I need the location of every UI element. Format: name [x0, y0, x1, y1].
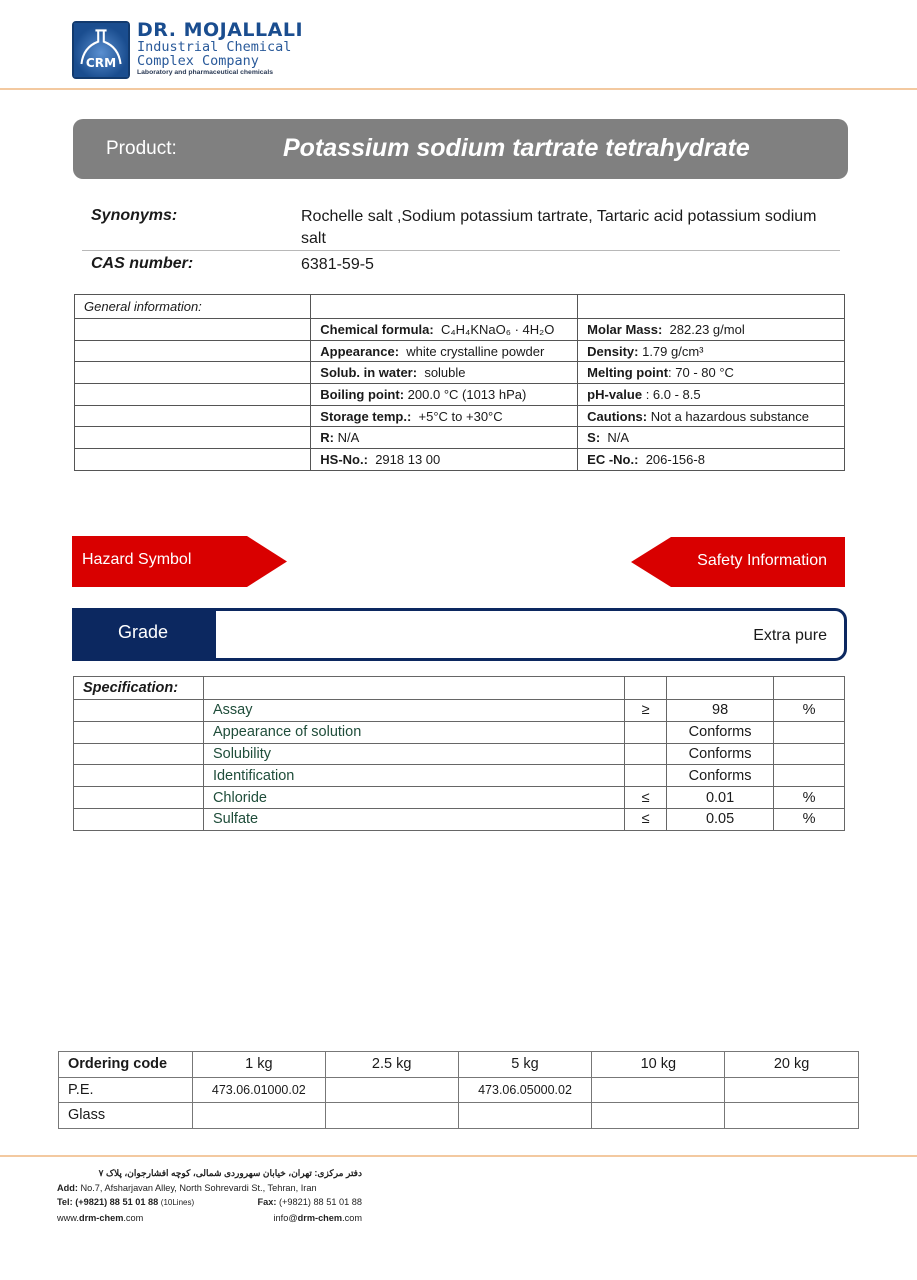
synonyms-divider	[82, 250, 840, 251]
hazard-symbol-banner	[72, 536, 287, 587]
cautions-cell: Cautions: Not a hazardous substance	[578, 405, 845, 427]
spec-name: Assay	[203, 700, 624, 722]
spec-unit: %	[774, 787, 845, 809]
boiling-point-cell: Boiling point: 200.0 °C (1013 hPa)	[311, 384, 578, 406]
cas-label: CAS number:	[91, 255, 194, 272]
spec-value: Conforms	[667, 765, 774, 787]
cas-value: 6381-59-5	[301, 256, 374, 273]
table-row	[59, 1103, 859, 1129]
s-phrases-cell: S: N/A	[578, 427, 845, 449]
brand-tagline: Laboratory and pharmaceutical chemicals	[137, 69, 273, 76]
table-row	[75, 362, 845, 384]
ec-number-cell: EC -No.: 206-156-8	[578, 449, 845, 471]
molar-mass-cell: Molar Mass: 282.23 g/mol	[578, 319, 845, 341]
table-row	[75, 384, 845, 406]
spec-name: Chloride	[203, 787, 624, 809]
table-row	[75, 340, 845, 362]
table-row	[74, 700, 845, 722]
packaging-label: P.E.	[59, 1077, 193, 1103]
spec-unit	[774, 743, 845, 765]
order-code	[592, 1103, 725, 1129]
brand-block	[137, 20, 303, 77]
flask-crm-logo-icon	[74, 23, 128, 77]
spec-operator	[625, 765, 667, 787]
spec-value: Conforms	[667, 743, 774, 765]
specification-title: Specification:	[74, 677, 204, 700]
safety-information-label: Safety Information	[697, 552, 827, 569]
table-row	[75, 405, 845, 427]
web-email-row	[57, 1211, 362, 1226]
hs-number-cell: HS-No.: 2918 13 00	[311, 449, 578, 471]
storage-temp-cell: Storage temp.: +5°C to +30°C	[311, 405, 578, 427]
synonyms-label: Synonyms:	[91, 207, 178, 224]
size-header: 1 kg	[192, 1052, 325, 1078]
grade-value: Extra pure	[753, 627, 827, 644]
table-row	[75, 319, 845, 341]
product-banner	[73, 119, 848, 179]
grade-label-block	[72, 608, 216, 661]
general-info-title: General information:	[75, 295, 311, 319]
spec-unit: %	[774, 700, 845, 722]
spec-value: 98	[667, 700, 774, 722]
r-phrases-cell: R: N/A	[311, 427, 578, 449]
packaging-label: Glass	[59, 1103, 193, 1129]
email-link[interactable]: info@drm-chem.com	[273, 1212, 362, 1223]
table-row	[74, 808, 845, 830]
chemical-formula-cell: Chemical formula: C₄H₄KNaO₆ · 4H₂O	[311, 319, 578, 341]
order-code	[592, 1077, 725, 1103]
footer-divider	[0, 1155, 917, 1157]
order-code	[325, 1103, 458, 1129]
order-code: 473.06.05000.02	[458, 1077, 592, 1103]
safety-information-banner	[631, 537, 845, 587]
svg-text:CRM: CRM	[85, 55, 117, 70]
size-header: 2.5 kg	[325, 1052, 458, 1078]
ordering-header-row	[59, 1052, 859, 1078]
general-info-header-row	[75, 295, 845, 319]
table-row	[74, 787, 845, 809]
website-link[interactable]: www.drm-chem.com	[57, 1212, 144, 1223]
brand-line-2: Complex Company	[137, 53, 259, 69]
size-header: 20 kg	[725, 1052, 859, 1078]
melting-point-cell: Melting point: 70 - 80 °C	[578, 362, 845, 384]
ordering-code-table	[58, 1051, 859, 1129]
spec-operator	[625, 743, 667, 765]
grade-label: Grade	[118, 622, 169, 642]
table-row	[74, 721, 845, 743]
specification-header-row	[74, 677, 845, 700]
header-divider	[0, 88, 917, 90]
ordering-code-header: Ordering code	[59, 1052, 193, 1078]
footer-contact	[57, 1166, 362, 1225]
address-persian: دفتر مرکزی: تهران، خیابان سهروردی شمالی، کوچه افشارجوان، پلاک ۷	[98, 1168, 362, 1178]
appearance-cell: Appearance: white crystalline powder	[311, 340, 578, 362]
specification-table	[73, 676, 845, 831]
spec-value: 0.05	[667, 808, 774, 830]
order-code	[725, 1077, 859, 1103]
table-row	[74, 765, 845, 787]
order-code	[725, 1103, 859, 1129]
spec-unit	[774, 765, 845, 787]
table-row	[59, 1077, 859, 1103]
order-code	[192, 1103, 325, 1129]
general-info-table	[74, 294, 845, 471]
spec-name: Sulfate	[203, 808, 624, 830]
spec-operator: ≥	[625, 700, 667, 722]
product-label: Product:	[106, 138, 177, 159]
spec-value: Conforms	[667, 721, 774, 743]
spec-name: Appearance of solution	[203, 721, 624, 743]
product-name: Potassium sodium tartrate tetrahydrate	[283, 134, 750, 162]
table-row	[74, 743, 845, 765]
table-row	[75, 427, 845, 449]
spec-unit: %	[774, 808, 845, 830]
order-code: 473.06.01000.02	[192, 1077, 325, 1103]
spec-name: Identification	[203, 765, 624, 787]
address-english: Add: No.7, Afsharjavan Alley, North Sohrevardi St., Tehran, Iran	[57, 1182, 317, 1193]
size-header: 5 kg	[458, 1052, 592, 1078]
table-row	[75, 449, 845, 471]
density-cell: Density: 1.79 g/cm³	[578, 340, 845, 362]
spec-operator: ≤	[625, 787, 667, 809]
spec-name: Solubility	[203, 743, 624, 765]
brand-line-1: Industrial Chemical	[137, 39, 292, 55]
order-code	[458, 1103, 592, 1129]
fax: Fax: (+9821) 88 51 01 88	[257, 1197, 362, 1207]
company-logo	[72, 21, 130, 79]
spec-value: 0.01	[667, 787, 774, 809]
spec-operator: ≤	[625, 808, 667, 830]
hazard-symbol-label: Hazard Symbol	[82, 551, 192, 568]
size-header: 10 kg	[592, 1052, 725, 1078]
synonyms-value: Rochelle salt ,Sodium potassium tartrate, Tartaric acid potassium sodium salt	[301, 208, 817, 247]
order-code	[325, 1077, 458, 1103]
ph-value-cell: pH-value : 6.0 - 8.5	[578, 384, 845, 406]
spec-unit	[774, 721, 845, 743]
spec-operator	[625, 721, 667, 743]
grade-bar	[72, 608, 847, 661]
brand-name: DR. MOJALLALI	[137, 19, 304, 41]
telephone: Tel: (+9821) 88 51 01 88 (10Lines)	[57, 1197, 195, 1207]
solubility-cell: Solub. in water: soluble	[311, 362, 578, 384]
phone-fax-row	[57, 1195, 362, 1211]
